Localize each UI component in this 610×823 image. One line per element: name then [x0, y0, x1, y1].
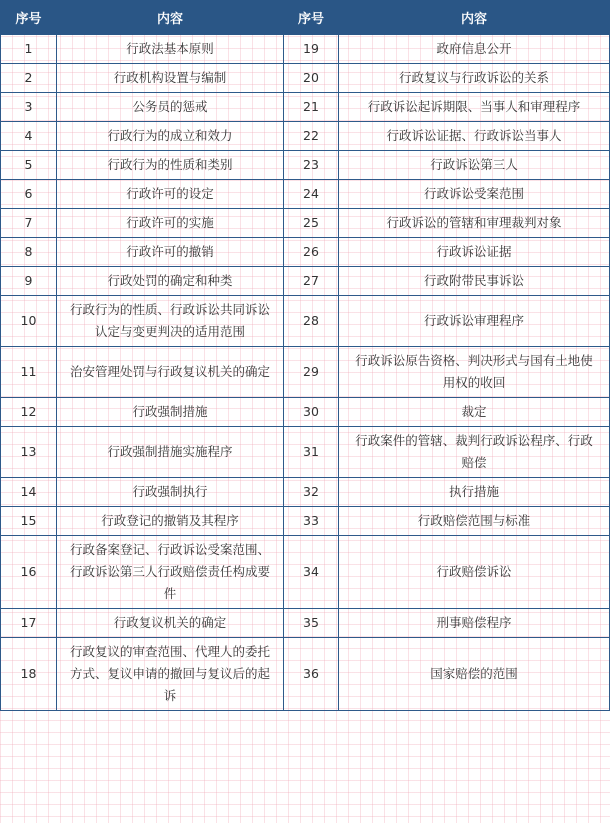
row-content-right: 行政赔偿范围与标准	[339, 507, 610, 536]
table-row	[1, 609, 610, 638]
table-row	[1, 180, 610, 209]
row-content-right: 行政诉讼起诉期限、当事人和审理程序	[339, 93, 610, 122]
row-number-right: 29	[284, 347, 339, 398]
row-content-left: 行政许可的实施	[57, 209, 284, 238]
row-content-left: 行政行为的成立和效力	[57, 122, 284, 151]
row-number-right: 27	[284, 267, 339, 296]
table-row	[1, 93, 610, 122]
table-row	[1, 536, 610, 609]
row-content-left: 行政备案登记、行政诉讼受案范围、行政诉讼第三人行政赔偿责任构成要件	[57, 536, 284, 609]
row-number-left: 18	[1, 638, 57, 711]
row-number-right: 31	[284, 427, 339, 478]
table-row	[1, 507, 610, 536]
table-row	[1, 296, 610, 347]
row-content-left: 行政强制措施实施程序	[57, 427, 284, 478]
row-content-right: 刑事赔偿程序	[339, 609, 610, 638]
table-row	[1, 35, 610, 64]
row-content-left: 行政行为的性质和类别	[57, 151, 284, 180]
row-number-right: 36	[284, 638, 339, 711]
row-number-right: 34	[284, 536, 339, 609]
row-number-left: 7	[1, 209, 57, 238]
row-number-left: 2	[1, 64, 57, 93]
header-seq-right: 序号	[284, 1, 339, 35]
row-content-right: 行政复议与行政诉讼的关系	[339, 64, 610, 93]
row-number-left: 4	[1, 122, 57, 151]
row-content-left: 行政法基本原则	[57, 35, 284, 64]
table-row	[1, 347, 610, 398]
row-number-right: 26	[284, 238, 339, 267]
table-row	[1, 122, 610, 151]
header-row	[1, 1, 610, 35]
row-number-left: 11	[1, 347, 57, 398]
row-content-left: 行政许可的设定	[57, 180, 284, 209]
row-number-left: 16	[1, 536, 57, 609]
row-content-right: 行政诉讼证据、行政诉讼当事人	[339, 122, 610, 151]
row-number-right: 24	[284, 180, 339, 209]
row-number-left: 10	[1, 296, 57, 347]
row-number-right: 30	[284, 398, 339, 427]
row-number-right: 33	[284, 507, 339, 536]
row-content-right: 行政诉讼第三人	[339, 151, 610, 180]
row-content-left: 公务员的惩戒	[57, 93, 284, 122]
table-header	[1, 1, 610, 35]
header-seq-left: 序号	[1, 1, 57, 35]
row-content-right: 行政附带民事诉讼	[339, 267, 610, 296]
row-content-right: 行政诉讼受案范围	[339, 180, 610, 209]
row-number-right: 25	[284, 209, 339, 238]
table-row	[1, 398, 610, 427]
row-content-left: 行政复议机关的确定	[57, 609, 284, 638]
row-number-left: 9	[1, 267, 57, 296]
row-content-left: 行政强制措施	[57, 398, 284, 427]
row-content-left: 行政机构设置与编制	[57, 64, 284, 93]
table-row	[1, 427, 610, 478]
row-number-right: 20	[284, 64, 339, 93]
row-number-left: 13	[1, 427, 57, 478]
row-number-left: 15	[1, 507, 57, 536]
row-number-right: 21	[284, 93, 339, 122]
table-row	[1, 64, 610, 93]
row-content-left: 行政登记的撤销及其程序	[57, 507, 284, 536]
table-row	[1, 209, 610, 238]
row-content-right: 行政诉讼原告资格、判决形式与国有土地使用权的收回	[339, 347, 610, 398]
row-content-left: 行政强制执行	[57, 478, 284, 507]
row-content-right: 行政诉讼的管辖和审理裁判对象	[339, 209, 610, 238]
row-number-right: 19	[284, 35, 339, 64]
header-content-left: 内容	[57, 1, 284, 35]
table-body	[1, 35, 610, 711]
row-number-left: 5	[1, 151, 57, 180]
row-content-left: 行政行为的性质、行政诉讼共同诉讼认定与变更判决的适用范围	[57, 296, 284, 347]
row-content-right: 行政案件的管辖、裁判行政诉讼程序、行政赔偿	[339, 427, 610, 478]
row-number-left: 14	[1, 478, 57, 507]
table-row	[1, 151, 610, 180]
row-number-right: 22	[284, 122, 339, 151]
row-number-right: 28	[284, 296, 339, 347]
row-content-left: 行政许可的撤销	[57, 238, 284, 267]
table-row	[1, 238, 610, 267]
row-content-left: 行政复议的审查范围、代理人的委托方式、复议申请的撤回与复议后的起诉	[57, 638, 284, 711]
row-number-right: 23	[284, 151, 339, 180]
header-content-right: 内容	[339, 1, 610, 35]
row-number-left: 12	[1, 398, 57, 427]
row-number-left: 6	[1, 180, 57, 209]
table-row	[1, 267, 610, 296]
table-row	[1, 478, 610, 507]
table-row	[1, 638, 610, 711]
row-content-right: 行政诉讼审理程序	[339, 296, 610, 347]
row-content-left: 行政处罚的确定和种类	[57, 267, 284, 296]
row-content-left: 治安管理处罚与行政复议机关的确定	[57, 347, 284, 398]
row-number-left: 3	[1, 93, 57, 122]
row-content-right: 行政诉讼证据	[339, 238, 610, 267]
row-content-right: 国家赔偿的范围	[339, 638, 610, 711]
row-number-right: 35	[284, 609, 339, 638]
row-content-right: 政府信息公开	[339, 35, 610, 64]
row-number-left: 1	[1, 35, 57, 64]
row-content-right: 执行措施	[339, 478, 610, 507]
row-content-right: 行政赔偿诉讼	[339, 536, 610, 609]
row-number-left: 8	[1, 238, 57, 267]
row-content-right: 裁定	[339, 398, 610, 427]
row-number-right: 32	[284, 478, 339, 507]
row-number-left: 17	[1, 609, 57, 638]
